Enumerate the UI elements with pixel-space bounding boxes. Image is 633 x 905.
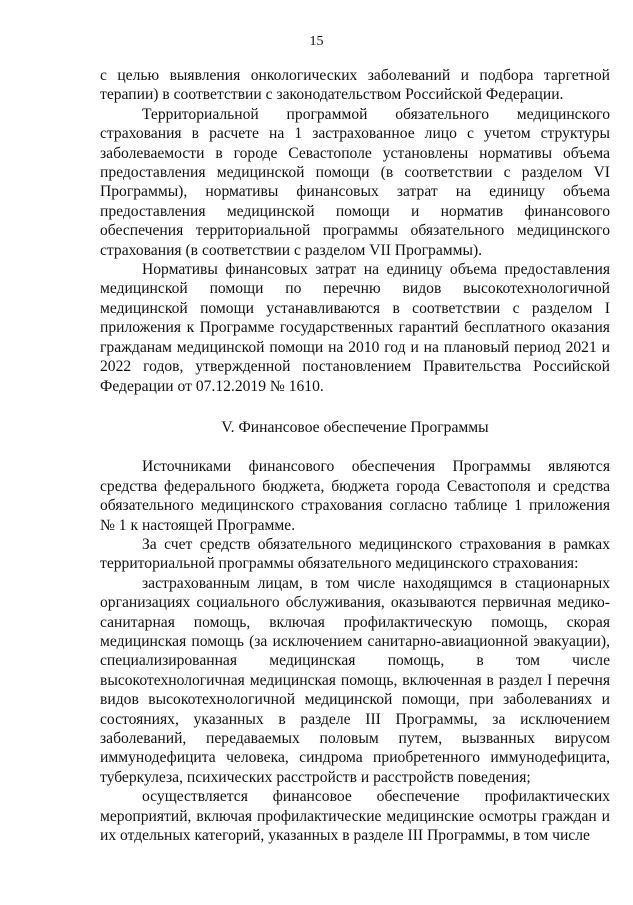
paragraph: осуществляется финансовое обеспечение профилактических мероприятий, включая профилактические медицинские осмотры граждан и их отдельных категорий, указанных в разделе III Программы, в том числе: [100, 788, 610, 845]
paragraph: Нормативы финансовых затрат на единицу объема предоставления медицинской помощи по перечню видов высокотехнологичной медицинской помощи устанавливаются в соответствии с разделом I приложения к Программе государственных гарантий бесплатного оказания гражданам медицинской помощи на 2010 год и на плановый период 2021 и 2022 годов, утвержденной постановлением Правительства Российской Федерации от 07.12.2019 № 1610.: [100, 261, 610, 395]
document-body: [100, 66, 610, 845]
paragraph: Территориальной программой обязательного медицинского страхования в расчете на 1 застрахованное лицо с учетом структуры заболеваемости в городе Севастополе установлены нормативы объема предоставления медицинской помощи (в соответствии с разделом VI Программы), нормативы финансовых затрат на единицу объема предоставления медицинской помощи и норматив финансового обеспечения территориальной программы обязательного медицинского страхования (в соответствии с разделом VII Программы).: [100, 105, 610, 259]
page-number: 15: [309, 34, 324, 49]
paragraph: с целью выявления онкологических заболеваний и подбора таргетной терапии) в соответствии с законодательством Российской Федерации.: [100, 67, 610, 104]
paragraph: застрахованным лицам, в том числе находящимся в стационарных организациях социального обслуживания, оказываются первичная медико-санитарная помощь, включая профилактическую помощь, скорая медицинская помощь (за исключением санитарно-авиационной эвакуации), специализированная медицинская помощь, в том числе высокотехнологичная медицинская помощь, включенная в раздел I перечня видов высокотехнологичной медицинской помощи, при заболеваниях и состояниях, указанных в разделе III Программы, за исключением заболеваний, передаваемых половым путем, вызванных вирусом иммунодефицита человека, синдрома приобретенного иммунодефицита, туберкулеза, психических расстройств и расстройств поведения;: [100, 574, 610, 786]
paragraph: Источниками финансового обеспечения Программы являются средства федерального бюджета, бюджета города Севастополя и средства обязательного медицинского страхования согласно таблице 1 приложения № 1 к настоящей Программе.: [100, 458, 610, 534]
section-heading: V. Финансовое обеспечение Программы: [221, 418, 489, 436]
paragraph: За счет средств обязательного медицинского страхования в рамках территориальной программы обязательного медицинского страхования:: [100, 535, 610, 573]
